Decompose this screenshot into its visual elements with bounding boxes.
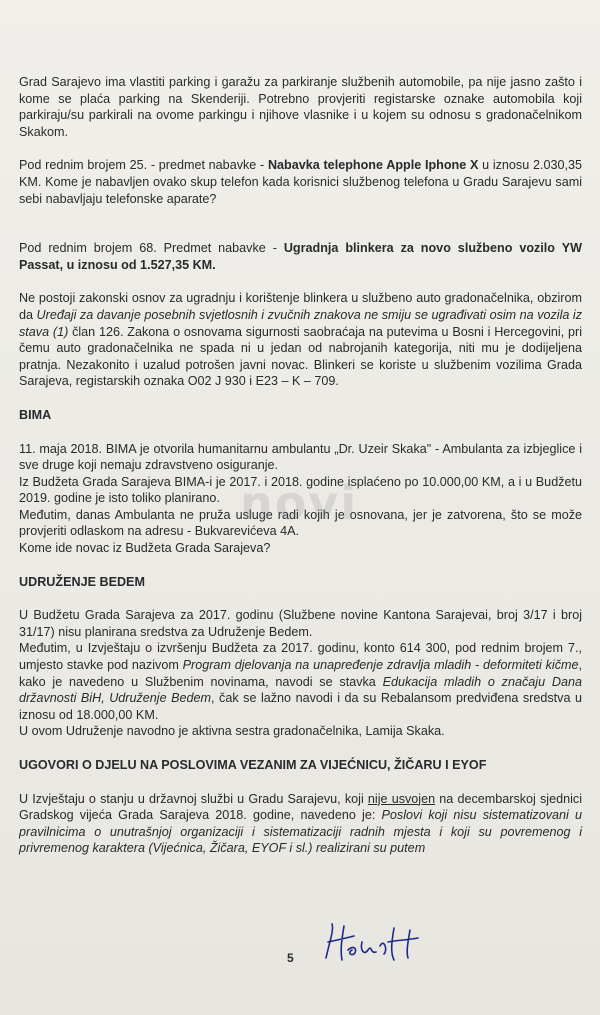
paragraph-iphone [19, 157, 582, 207]
handwritten-signature [318, 920, 428, 965]
heading-ugovori: UGOVORI O DJELU NA POSLOVIMA VEZANIM ZA VIJEĆNICU, ŽIČARU I EYOF [19, 758, 487, 772]
text-span: u iznosu 2.030,35 KM. Kome je nabavljen ovako skup telefon kada korisnici službenog telefona u Gradu Sarajevu sami sebi nabavljaju telefonske aparate? [19, 158, 582, 206]
paragraph-legal-basis [19, 290, 582, 390]
paragraph-bima-2: Iz Budžeta Grada Sarajeva BIMA-i je 2017. i 2018. godine isplaćeno po 10.000,00 KM, a i u Budžetu 2019. godine je isto toliko planirano. [19, 474, 582, 506]
text-span: na decembarskoj sjednici Gradskog vijeća Grada Sarajeva 2018. godine, navedeno je: [19, 791, 583, 823]
heading-bedem: UDRUŽENJE BEDEM [19, 574, 145, 589]
italic-span: Uređaji za davanje posebnih svjetlosnih i zvučnih znakova ne smiju se ugrađivati osim na vozila iz stava (1) [19, 307, 582, 339]
text-span: Pod rednim brojem 25. - predmet nabavke - [19, 158, 268, 173]
text-span: Ne postoji zakonski osnov za ugradnju i korištenje blinkera u službeno auto gradonačelnika, obzirom da [19, 291, 582, 322]
bold-span: Ugradnja blinkera za novo službeno vozilo YW Passat, u iznosu od 1.527,35 KM. [19, 241, 582, 272]
text-span: , čak se lažno navodi i da su Rebalansom predviđena sredstva u iznosu od 18.000,00 KM. [19, 691, 582, 722]
paragraph-bedem-2 [19, 640, 582, 723]
italic-span: Poslovi koji nisu sistematizovani u pravilnicima o unutrašnjoj organizaciji i sistematizaciji radnih mjesta i koji su povremenog i privremenog karaktera (Vijećnica, Žičara, EYOF i sl.) realizirani su putem [19, 808, 582, 856]
text-span: član 126. Zakona o osnovama sigurnosti saobraćaja na putevima u Bosni i Hercegovini, pri čemu auto gradonačelnika ne spada ni u jedan od nabrojanih kategorija, niti mu je dodijeljena pratnja. Nezakonito i uzalud potrošen javni novac. Blinkeri se koriste u službenim vozilima Grada Sarajeva, registarskih oznaka O02 J 930 i E23 – K – 709. [19, 324, 582, 389]
italic-span: Edukacija mladih o značaju Dana državnosti BiH, Udruženje Bedem [19, 674, 582, 706]
bold-span: Nabavka telephone Apple Iphone X [267, 158, 479, 173]
paragraph-bima-4: Kome ide novac iz Budžeta Grada Sarajeva? [19, 541, 271, 556]
text-span: U Izvještaju o stanju u državnoj službi u Gradu Sarajevu, koji [19, 791, 368, 806]
italic-span: Program djelovanja na unapređenje zdravlja mladih - deformiteti kičme [182, 658, 579, 673]
paragraph-ugovori [19, 791, 582, 857]
paragraph-bima-3: Međutim, danas Ambulanta ne pruža usluge radi kojih je osnovana, jer je zatvorena, što se može provjeriti odlaskom na adresu - Bukvarevićeva 4A. [19, 507, 582, 539]
paragraph-blinkers [19, 240, 582, 273]
text-span: Pod rednim brojem 68. Predmet nabavke - [19, 241, 284, 256]
heading-bima: BIMA [19, 407, 52, 422]
paragraph-bedem-3: U ovom Udruženje navodno je aktivna sestra gradonačelnika, Lamija Skaka. [19, 724, 445, 739]
watermark: novi [240, 476, 359, 530]
paragraph-bedem-1: U Budžetu Grada Sarajeva za 2017. godinu (Službene novine Kantona Sarajevai, broj 3/17 i broj 31/17) nisu planirana sredstva za Udruženje Bedem. [19, 608, 582, 639]
page-number: 5 [287, 951, 294, 965]
paragraph-bima-1: 11. maja 2018. BIMA je otvorila humanitarnu ambulantu „Dr. Uzeir Skaka" - Ambulanta za izbjeglice i sve druge koji nemaju zdravstveno osiguranje. [19, 441, 582, 473]
text-span: , kako je navedeno u Službenim novinama, navodi se stavka [19, 658, 582, 689]
text-span: Međutim, u Izvještaju o izvršenju Budžeta za 2017. godinu, konto 614 300, pod rednim brojem 7., umjesto stavke pod nazivom [19, 641, 582, 673]
underlined-span: nije usvojen [367, 791, 436, 806]
paragraph-parking: Grad Sarajevo ima vlastiti parking i garažu za parkiranje službenih automobile, pa nije jasno zašto i kome se plaća parking na Skenderiji. Potrebno provjeriti registarske oznake automobila koji parkiraju/su parkirali na ovome parkingu i njihove vlasnike i u kojem su odnosu s gradonačelnikom Skakom. [19, 75, 582, 139]
